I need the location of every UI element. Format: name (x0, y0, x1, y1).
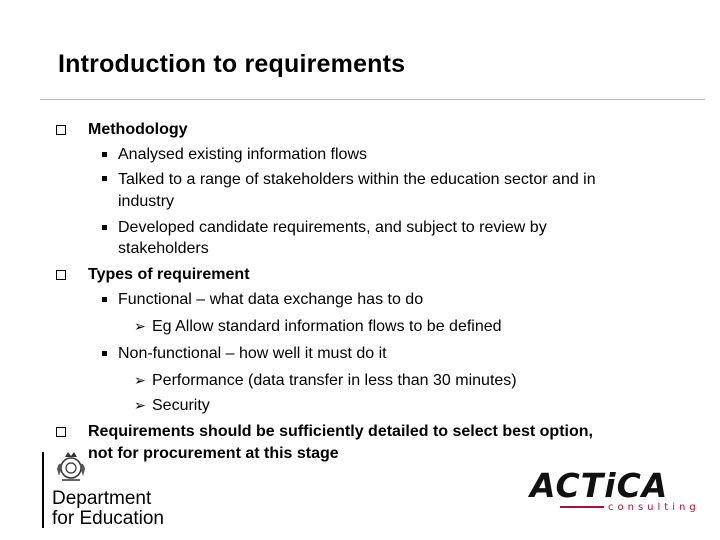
bullet-requirements: Requirements should be sufficiently detailed to select best option, (88, 423, 593, 440)
bullet-functional: Functional – what data exchange has to do (118, 291, 424, 308)
bullet-methodology: Methodology (88, 121, 188, 138)
square-bullet-icon (102, 225, 107, 230)
square-bullet-icon (102, 351, 107, 356)
bullet-nonfunctional: Non-functional – how well it must do it (118, 345, 387, 362)
dfe-logo-line1: Department (52, 488, 152, 509)
actica-accent-bar (560, 506, 604, 508)
square-bullet-icon (102, 176, 107, 181)
bullet-analysed: Analysed existing information flows (118, 146, 368, 163)
bullet-requirements-cont: not for procurement at this stage (88, 445, 339, 462)
square-bullet-icon (102, 297, 107, 302)
bullet-types: Types of requirement (88, 266, 250, 283)
bullet-security: Security (152, 397, 210, 414)
dfe-logo-line2: for Education (52, 508, 164, 529)
page-title: Introduction to requirements (58, 50, 406, 78)
bullet-talked-cont: industry (118, 193, 175, 210)
bullet-performance: Performance (data transfer in less than 30 minutes) (152, 372, 517, 389)
bullet-functional-sub: Eg Allow standard information flows to be defined (152, 318, 502, 335)
bullet-developed: Developed candidate requirements, and subject to review by (118, 219, 547, 236)
checkbox-bullet-icon (56, 125, 66, 135)
actica-logo: ACTiCA (530, 466, 669, 505)
checkbox-bullet-icon (56, 270, 66, 280)
bullet-developed-cont: stakeholders (118, 240, 209, 257)
arrow-bullet-icon: ➢ (134, 372, 146, 388)
arrow-bullet-icon: ➢ (134, 318, 146, 334)
checkbox-bullet-icon (56, 427, 66, 437)
bullet-talked: Talked to a range of stakeholders within the education sector and in (118, 171, 596, 188)
arrow-bullet-icon: ➢ (134, 397, 146, 413)
royal-crest-icon (54, 449, 88, 483)
square-bullet-icon (102, 152, 107, 157)
title-divider (40, 99, 705, 100)
dfe-vertical-rule (42, 452, 44, 528)
actica-tagline: consulting (608, 502, 700, 513)
